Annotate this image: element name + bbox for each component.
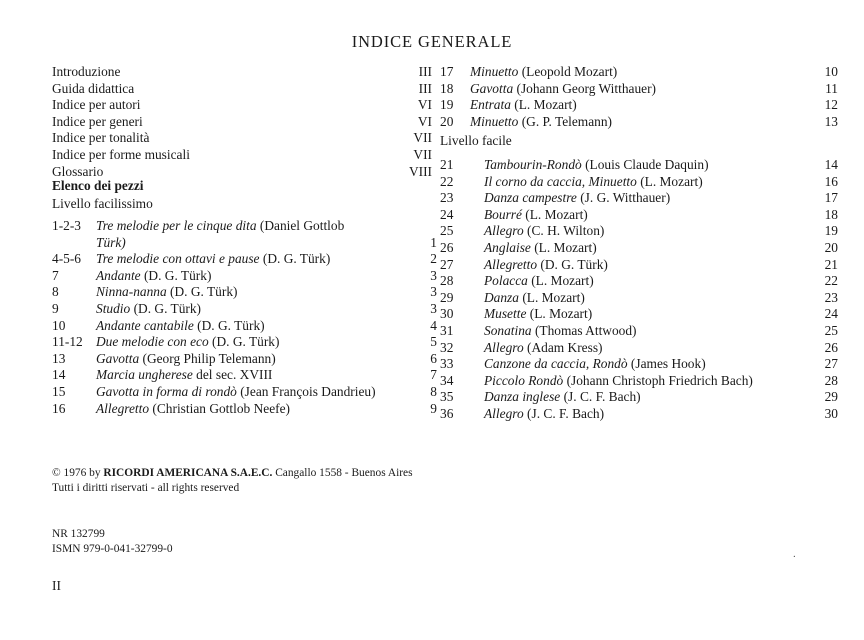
piece-title (470, 64, 810, 81)
piece-composer: (L. Mozart) (530, 239, 597, 255)
piece-title-italic: Tambourin-Rondò (484, 157, 582, 172)
piece-number: 34 (440, 372, 454, 388)
piece-title-italic: Gavotta in forma di rondò (96, 383, 237, 399)
piece-title-italic: Canzone da caccia, Rondò (484, 356, 628, 372)
piece-page: 30 (824, 405, 838, 421)
piece-composer: (Daniel Gottlob (256, 218, 345, 233)
level-easiest-heading: Livello facilissimo (52, 195, 153, 211)
piece-title (484, 157, 810, 174)
piece-list-right-top (440, 64, 838, 130)
piece-composer: (L. Mozart) (636, 173, 703, 189)
frontmatter-label: Indice per tonalità (52, 130, 150, 146)
piece-number: 8 (52, 284, 59, 300)
piece-title (484, 323, 810, 340)
piece-composer: (D. G. Türk) (166, 284, 238, 300)
piece-title (484, 389, 810, 406)
list-item (52, 318, 437, 335)
piece-page: 18 (824, 206, 838, 222)
frontmatter-label: Guida didattica (52, 80, 135, 96)
piece-composer: (Christian Gottlob Neefe) (149, 400, 290, 416)
piece-title (96, 401, 409, 418)
piece-composer: (Thomas Attwood) (531, 322, 637, 338)
piece-page: 3 (430, 300, 437, 316)
frontmatter-page: III (418, 64, 432, 79)
piece-page: 10 (824, 64, 838, 79)
frontmatter-page: VI (417, 113, 432, 129)
piece-number: 14 (52, 367, 66, 383)
piece-number: 18 (440, 80, 454, 96)
piece-page: 8 (430, 383, 437, 399)
piece-page: 3 (430, 267, 437, 283)
list-item (440, 207, 838, 224)
piece-composer: (G. P. Telemann) (518, 113, 613, 129)
piece-number: 27 (440, 256, 454, 272)
piece-number: 25 (440, 223, 454, 239)
piece-number: 22 (440, 173, 454, 189)
piece-page: 26 (824, 339, 838, 355)
piece-title (484, 207, 810, 224)
piece-title-italic: Bourré (484, 206, 522, 222)
piece-number: 1-2-3 (52, 218, 82, 233)
piece-number: 30 (440, 306, 454, 322)
piece-page: 7 (430, 367, 437, 383)
piece-title (484, 240, 810, 257)
piece-composer: (J. G. Witthauer) (576, 190, 671, 206)
piece-continuation-text: Türk) (96, 234, 126, 250)
list-item (52, 114, 432, 131)
piece-title (96, 318, 409, 335)
piece-page: 25 (824, 322, 838, 338)
frontmatter-list (52, 64, 432, 180)
piece-title-italic: Gavotta (470, 80, 514, 96)
catalogue-codes (52, 527, 173, 557)
piece-title-italic: Musette (484, 306, 527, 322)
piece-page: 11 (825, 80, 838, 96)
copyright-line (52, 466, 413, 481)
piece-title (96, 367, 409, 384)
frontmatter-page: VI (417, 97, 432, 113)
piece-title-italic: Danza inglese (484, 389, 561, 405)
piece-title (484, 290, 810, 307)
piece-page: 2 (430, 251, 437, 267)
list-item (52, 97, 432, 114)
list-item (52, 147, 432, 164)
frontmatter-label: Glossario (52, 163, 104, 179)
copyright-prefix: © 1976 by (52, 467, 104, 479)
piece-number: 24 (440, 206, 454, 222)
piece-title-italic: Sonatina (484, 322, 532, 338)
publisher-name: RICORDI AMERICANA S.A.E.C. (103, 467, 273, 479)
list-item (440, 190, 838, 207)
piece-number: 28 (440, 273, 454, 289)
piece-number: 11-12 (52, 334, 83, 350)
folio-number: II (52, 578, 61, 593)
piece-title (484, 190, 810, 207)
piece-composer: (D. G. Türk) (208, 334, 280, 350)
frontmatter-page: VII (413, 130, 432, 146)
piece-number: 31 (440, 322, 454, 338)
piece-title (96, 334, 409, 351)
piece-page: 3 (430, 284, 437, 300)
piece-title (96, 301, 409, 318)
piece-composer: (J. C. F. Bach) (523, 405, 605, 421)
piece-page: 23 (824, 289, 838, 305)
piece-composer: (D. G. Türk) (537, 256, 608, 272)
piece-number: 10 (52, 317, 66, 333)
ismn-code: ISMN 979-0-041-32799-0 (52, 543, 173, 555)
piece-composer: (Jean François Dandrieu) (236, 383, 376, 399)
piece-page: 27 (824, 356, 838, 372)
piece-composer: (L. Mozart) (526, 306, 593, 322)
piece-number: 13 (52, 350, 66, 366)
piece-title-italic: Gavotta (96, 350, 140, 366)
piece-title-italic: Studio (96, 300, 131, 316)
piece-title-italic: Allegro (484, 223, 524, 239)
piece-title (470, 97, 810, 114)
piece-composer: (D. G. Türk) (130, 300, 202, 316)
list-item (52, 351, 437, 368)
frontmatter-page: III (418, 80, 432, 96)
list-item (52, 367, 437, 384)
piece-title-italic: Allegretto (96, 400, 150, 416)
list-item (52, 268, 437, 285)
list-item (440, 389, 838, 406)
piece-title-italic: Tre melodie per le cinque dita (96, 218, 257, 233)
frontmatter-page: VII (413, 146, 432, 162)
list-item (440, 323, 838, 340)
piece-title (96, 284, 409, 301)
piece-composer: (C. H. Wilton) (523, 223, 605, 239)
level-easy-heading: Livello facile (440, 133, 512, 148)
piece-title-italic: Andante cantabile (96, 317, 194, 333)
piece-title-italic: Ninna-nanna (96, 284, 167, 300)
list-item (52, 384, 437, 401)
list-item (440, 157, 838, 174)
list-item (440, 356, 838, 373)
piece-title-italic: Il corno da caccia, Minuetto (484, 173, 637, 189)
piece-number: 35 (440, 389, 454, 405)
list-item (440, 174, 838, 191)
page-title: INDICE GENERALE (351, 32, 513, 51)
piece-list-left (52, 218, 437, 417)
list-item (52, 251, 437, 268)
piece-title-italic: Allegretto (484, 256, 538, 272)
frontmatter-label: Indice per forme musicali (52, 146, 190, 162)
piece-title-italic: Danza (484, 289, 519, 305)
piece-number: 26 (440, 239, 454, 255)
list-item (440, 373, 838, 390)
piece-page: 13 (824, 113, 838, 129)
piece-composer: (Louis Claude Daquin) (581, 157, 709, 172)
list-item (440, 257, 838, 274)
piece-composer: (L. Mozart) (527, 273, 594, 289)
piece-composer: (Georg Philip Telemann) (139, 350, 276, 366)
piece-composer: (L. Mozart) (521, 206, 588, 222)
piece-page: 21 (824, 256, 838, 272)
list-item (52, 284, 437, 301)
piece-title (484, 406, 810, 423)
piece-title (484, 356, 810, 373)
list-item (440, 306, 838, 323)
piece-page: 9 (430, 400, 437, 416)
piece-composer: (D. G. Türk) (140, 267, 212, 283)
piece-title-italic: Piccolo Rondò (484, 372, 564, 388)
list-item (440, 223, 838, 240)
piece-composer: del sec. XVIII (192, 367, 273, 383)
piece-title (484, 257, 810, 274)
piece-page: 28 (824, 372, 838, 388)
list-item (52, 64, 432, 81)
piece-title (484, 306, 810, 323)
piece-page: 5 (430, 334, 437, 350)
piece-number: 17 (440, 64, 454, 79)
rights-line: Tutti i diritti riservati - all rights reserved (52, 482, 240, 494)
list-item (52, 130, 432, 147)
piece-title-italic: Polacca (484, 273, 528, 289)
piece-page: 14 (824, 157, 838, 172)
piece-continuation (52, 235, 437, 252)
list-item (52, 81, 432, 98)
frontmatter-label: Indice per autori (52, 97, 141, 113)
piece-number: 36 (440, 405, 454, 421)
frontmatter-page: VIII (408, 163, 432, 179)
piece-title (96, 351, 409, 368)
list-item (440, 340, 838, 357)
piece-list-right-bottom (440, 157, 838, 423)
piece-title-italic: Minuetto (470, 113, 519, 129)
page-mark: . (793, 548, 796, 560)
piece-title-italic: Due melodie con eco (96, 334, 209, 350)
piece-composer: (Johann Christoph Friedrich Bach) (563, 372, 753, 388)
piece-number: 33 (440, 356, 454, 372)
piece-composer: (D. G. Türk) (259, 251, 331, 267)
list-item (440, 290, 838, 307)
piece-number: 29 (440, 289, 454, 305)
piece-title-italic: Allegro (484, 405, 524, 421)
piece-page: 29 (824, 389, 838, 405)
copyright-block (52, 466, 413, 496)
piece-composer: (L. Mozart) (518, 289, 585, 305)
piece-title-italic: Marcia ungherese (96, 367, 193, 383)
list-item (440, 273, 838, 290)
piece-title-italic: Andante (96, 267, 141, 283)
frontmatter-label: Introduzione (52, 64, 121, 79)
piece-title (484, 223, 810, 240)
piece-number: 7 (52, 267, 59, 283)
list-item (440, 81, 838, 98)
piece-page: 1 (430, 234, 437, 250)
piece-number: 23 (440, 190, 454, 206)
piece-number: 32 (440, 339, 454, 355)
piece-number: 16 (52, 400, 66, 416)
list-item (52, 218, 437, 235)
piece-title (484, 273, 810, 290)
list-item (52, 334, 437, 351)
piece-title-italic: Entrata (470, 97, 511, 113)
piece-title (484, 340, 810, 357)
piece-title (484, 174, 810, 191)
piece-title-italic: Minuetto (470, 64, 519, 79)
piece-page: 4 (430, 317, 437, 333)
list-item (440, 114, 838, 131)
piece-title (96, 218, 437, 235)
piece-page: 22 (824, 273, 838, 289)
piece-page: 24 (824, 306, 838, 322)
piece-title-italic: Danza campestre (484, 190, 577, 206)
piece-composer: (J. C. F. Bach) (560, 389, 641, 405)
list-item (440, 240, 838, 257)
piece-number: 9 (52, 300, 59, 316)
piece-page: 17 (824, 190, 838, 206)
piece-title-italic: Tre melodie con ottavi e pause (96, 251, 260, 267)
piece-number: 19 (440, 97, 454, 113)
piece-title (96, 268, 409, 285)
list-item (440, 64, 838, 81)
piece-title (96, 251, 409, 268)
piece-composer: (L. Mozart) (510, 97, 577, 113)
piece-page: 6 (430, 350, 437, 366)
list-item (52, 301, 437, 318)
piece-composer: (Leopold Mozart) (518, 64, 618, 79)
piece-composer: (Adam Kress) (523, 339, 603, 355)
piece-title-italic: Allegro (484, 339, 524, 355)
piece-title (470, 81, 810, 98)
section-headings (52, 178, 432, 212)
piece-page: 20 (824, 239, 838, 255)
nr-code: NR 132799 (52, 528, 105, 540)
piece-number: 4-5-6 (52, 251, 82, 267)
piece-composer: (Johann Georg Witthauer) (513, 80, 657, 96)
frontmatter-label: Indice per generi (52, 113, 143, 129)
piece-title (484, 373, 810, 390)
list-item (440, 97, 838, 114)
piece-title-italic: Anglaise (484, 239, 531, 255)
list-item (52, 401, 437, 418)
piece-title (96, 384, 409, 401)
piece-number: 21 (440, 157, 454, 172)
piece-page: 16 (824, 173, 838, 189)
piece-page: 12 (824, 97, 838, 113)
piece-composer: (James Hook) (627, 356, 706, 372)
copyright-address: Cangallo 1558 - Buenos Aires (272, 467, 413, 479)
piece-page: 19 (824, 223, 838, 239)
piece-number: 15 (52, 383, 66, 399)
list-item (440, 406, 838, 423)
piece-number: 20 (440, 113, 454, 129)
piece-title (470, 114, 810, 131)
piece-composer: (D. G. Türk) (193, 317, 265, 333)
elenco-heading: Elenco dei pezzi (52, 178, 144, 193)
